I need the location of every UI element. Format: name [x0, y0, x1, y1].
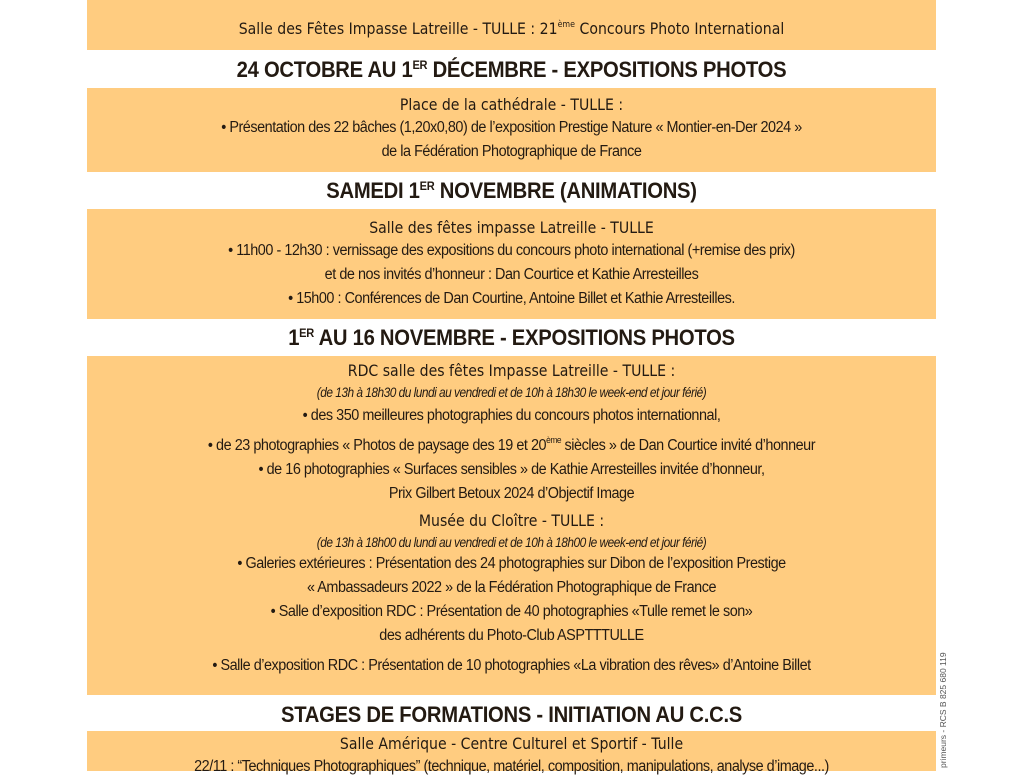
detail-line: « Ambassadeurs 2022 » de la Fédération Photographique de France [306, 579, 717, 596]
venue-title: Musée du Cloître - TULLE : [418, 511, 605, 530]
superscript: ème [557, 20, 576, 30]
opening-hours: (de 13h à 18h30 du lundi au vendredi et de 10h à 18h30 le week-end et jour férié) [316, 384, 707, 400]
detail-text: siècles » de Dan Courtice invité d’honneur [561, 437, 816, 454]
superscript: ER [299, 326, 314, 340]
detail-line: de la Fédération Photographique de France [381, 143, 642, 160]
heading-october-december [121, 57, 902, 83]
heading-text: SAMEDI 1 [326, 178, 420, 203]
heading-training: STAGES DE FORMATIONS - INITIATION AU C.C.S [280, 702, 743, 727]
heading-text: DÉCEMBRE - EXPOSITIONS PHOTOS [427, 57, 787, 82]
detail-line: • 15h00 : Conférences de Dan Courtine, Antoine Billet et Kathie Arresteilles. [288, 290, 735, 307]
contest-venue-box [87, 0, 936, 50]
detail-line [117, 428, 907, 458]
detail-line: • 11h00 - 12h30 : vernissage des expositions du concours photo international (+remise des prix) [228, 242, 795, 259]
superscript: ème [546, 435, 562, 445]
detail-line: 22/11 : “Techniques Photographiques” (technique, matériel, composition, manipulations, analyse d’image...) [194, 758, 829, 775]
superscript: ER [419, 179, 435, 193]
detail-line: • des 350 meilleures photographies du concours photos internationnal, [302, 407, 721, 424]
detail-line: • Salle d’exposition RDC : Présentation de 40 photographies «Tulle remet le son» [270, 603, 753, 620]
heading-text: 1 [288, 325, 300, 350]
detail-line: • Salle d’exposition RDC : Présentation de 10 photographies «La vibration des rêves» d’Antoine Billet [212, 657, 811, 674]
detail-line: • Présentation des 22 bâches (1,20x0,80) de l’exposition Prestige Nature « Montier-en-Der 2024 » [221, 119, 802, 136]
venue-title: Place de la cathédrale - TULLE : [399, 95, 624, 114]
november-exhibits-box [87, 356, 936, 695]
animations-box [87, 209, 936, 319]
detail-line: • Galeries extérieures : Présentation des 24 photographies sur Dibon de l’exposition Prestige [237, 555, 786, 572]
heading-text: 24 OCTOBRE AU 1 [236, 57, 413, 82]
venue-text: Salle des Fêtes Impasse Latreille - TULLE : 21 [238, 19, 558, 38]
heading-saturday-animations [121, 178, 902, 204]
detail-line: des adhérents du Photo-Club ASPTTTULLE [379, 627, 644, 644]
detail-line: Prix Gilbert Betoux 2024 d’Objectif Image [388, 485, 635, 502]
contest-venue-line [138, 14, 885, 40]
venue-title: Salle Amérique - Centre Culturel et Sportif - Tulle [339, 734, 684, 753]
heading-text: AU 16 NOVEMBRE - EXPOSITIONS PHOTOS [313, 325, 735, 350]
detail-text: • de 23 photographies « Photos de paysage des 19 et 20 [207, 437, 547, 454]
venue-title: RDC salle des fêtes Impasse Latreille - TULLE : [347, 361, 676, 380]
opening-hours: (de 13h à 18h00 du lundi au vendredi et de 10h à 18h00 le week-end et jour férié) [316, 534, 707, 550]
superscript: ER [412, 58, 428, 72]
detail-line: et de nos invités d’honneur : Dan Courtice et Kathie Arresteilles [324, 266, 699, 283]
training-box [87, 731, 936, 775]
detail-line: • de 16 photographies « Surfaces sensibles » de Kathie Arresteilles invitée d’honneur, [258, 461, 765, 478]
printer-registration-note: primeurs - RCS B 825 680 119 [938, 652, 948, 768]
heading-november-exhibits [121, 325, 902, 351]
heading-text: NOVEMBRE (ANIMATIONS) [434, 178, 697, 203]
venue-title: Salle des fêtes impasse Latreille - TULLE [369, 218, 654, 237]
venue-text: Concours Photo International [575, 19, 785, 38]
cathedral-exhibit-box [87, 88, 936, 172]
